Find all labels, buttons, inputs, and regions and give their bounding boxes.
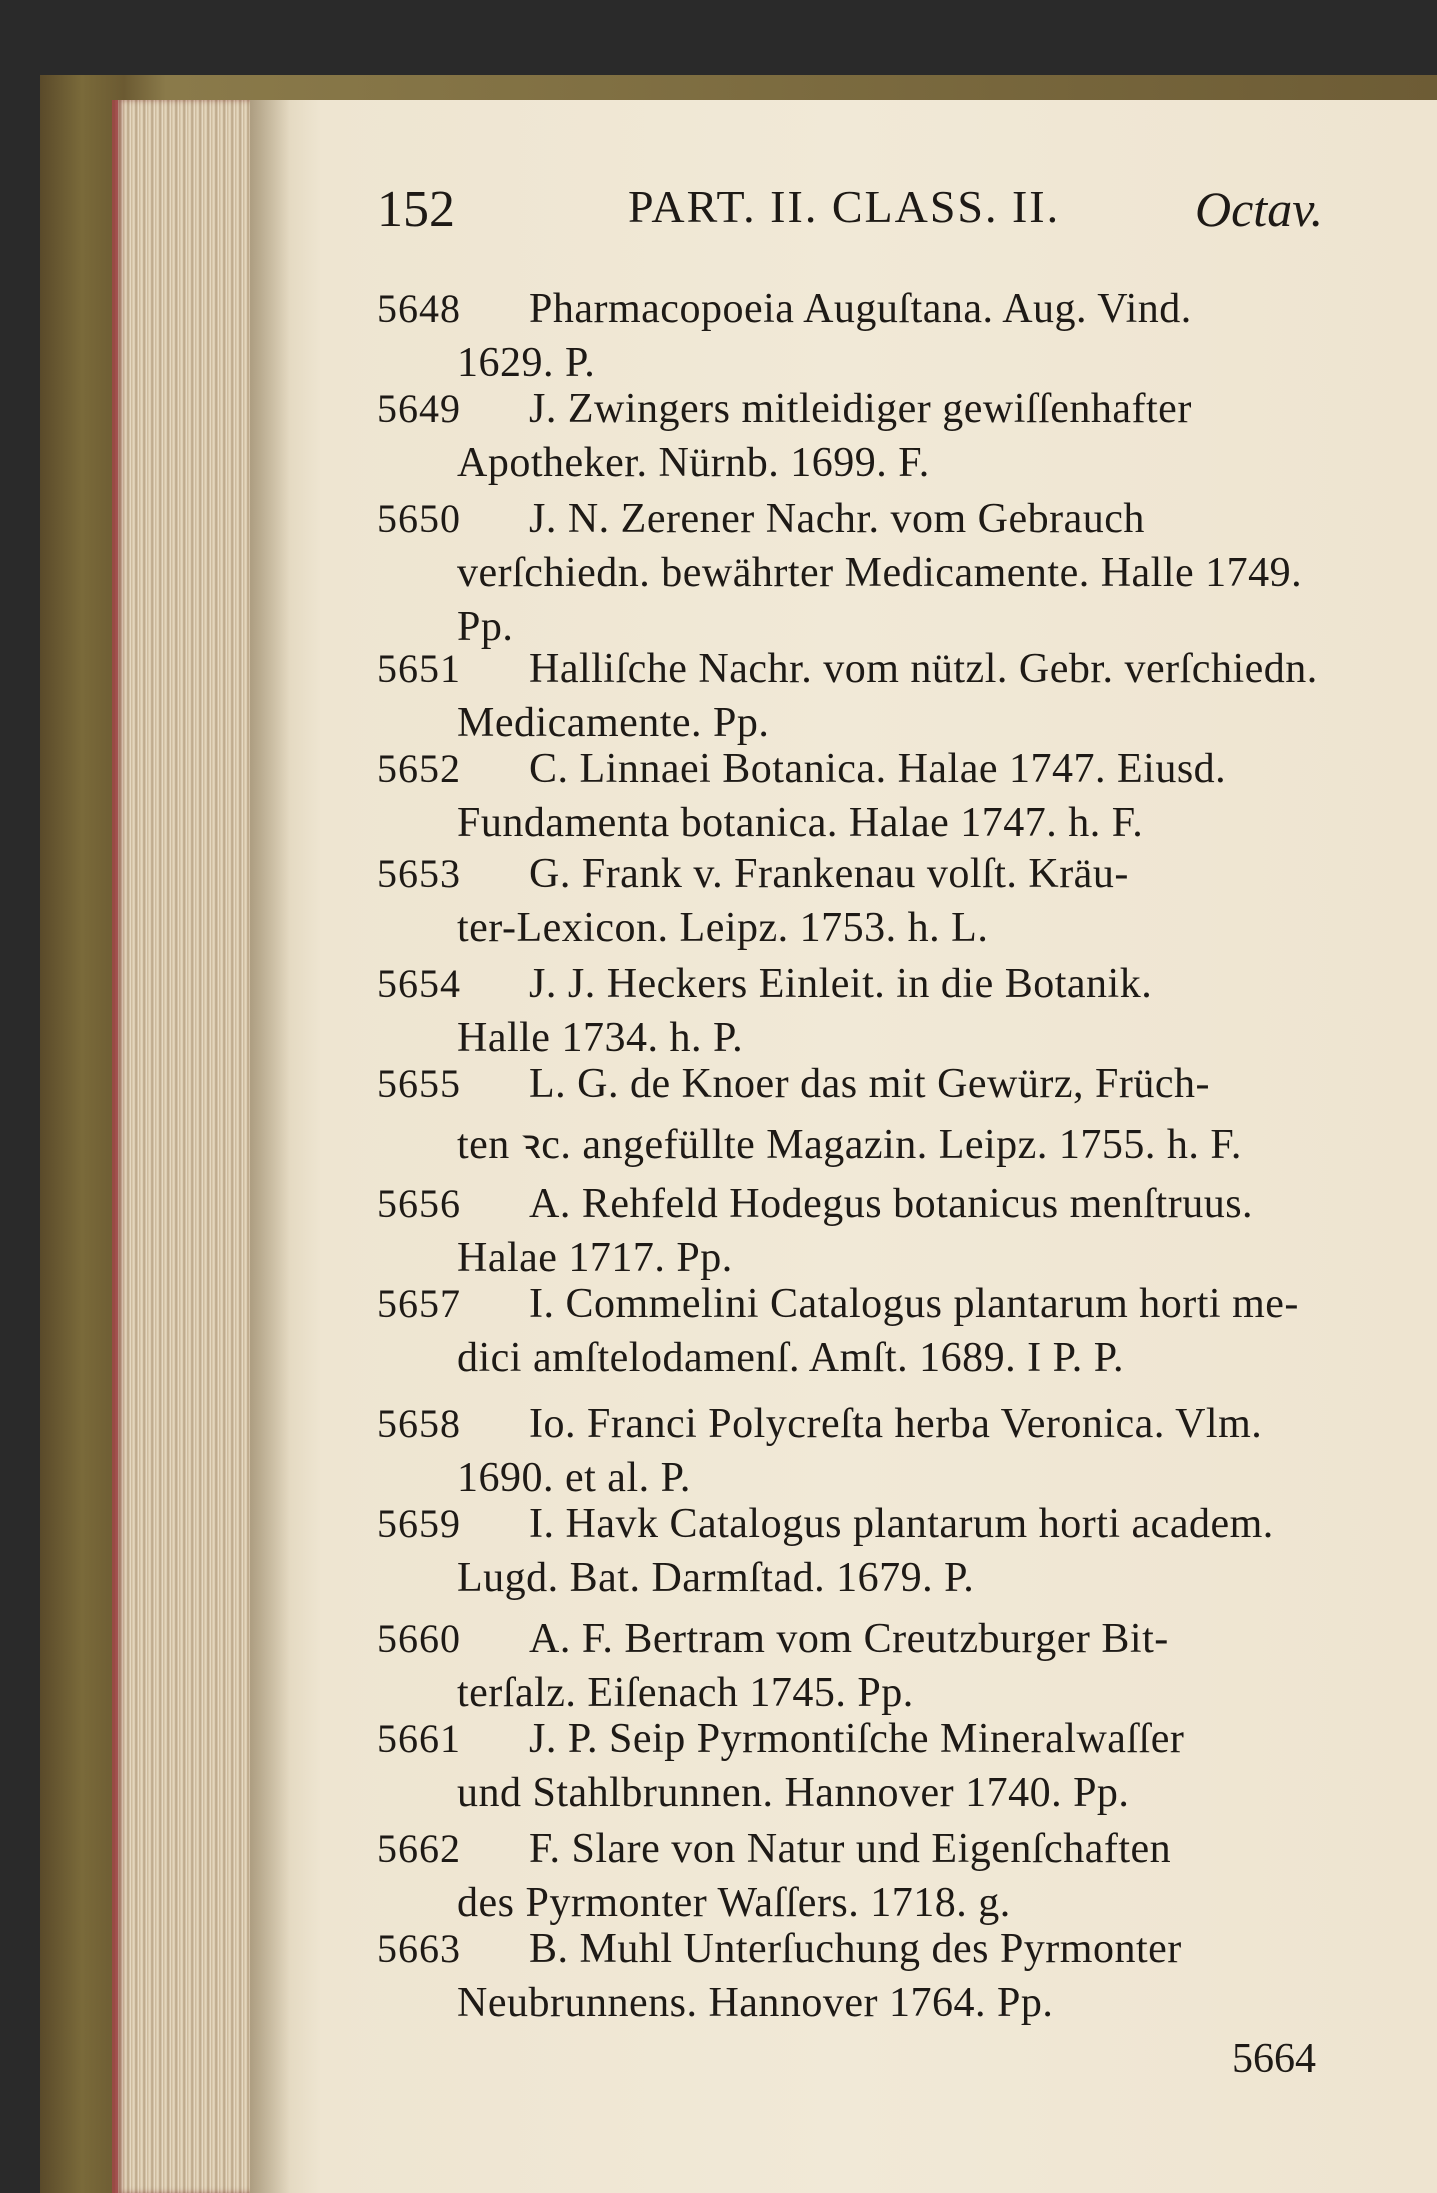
entry-number: 5658 [377, 1401, 461, 1446]
entry-line: F. Slare von Natur und Eigenſchaften [529, 1826, 1172, 1872]
entry-line: G. Frank v. Frankenau volſt. Kräu- [529, 851, 1129, 897]
entry-number: 5657 [377, 1281, 461, 1326]
entry-line: Lugd. Bat. Darmſtad. 1679. P. [457, 1555, 975, 1601]
entry-number: 5650 [377, 496, 461, 541]
entry-line: J. J. Heckers Einleit. in die Botanik. [529, 961, 1153, 1007]
entry-line: A. F. Bertram vom Creutzburger Bit- [529, 1616, 1169, 1662]
entry-number: 5656 [377, 1181, 461, 1226]
entry-line: Apotheker. Nürnb. 1699. F. [457, 440, 930, 486]
page-number: 152 [377, 181, 455, 238]
entry-number: 5655 [377, 1061, 461, 1106]
entry-number: 5659 [377, 1501, 461, 1546]
format-label: Octav. [1195, 181, 1324, 237]
entry-line: terſalz. Eiſenach 1745. Pp. [457, 1670, 914, 1716]
entry-line: Pharmacopoeia Auguſtana. Aug. Vind. [529, 286, 1192, 332]
entry-line: Halae 1717. Pp. [457, 1235, 733, 1281]
entry-line: J. P. Seip Pyrmontiſche Mineralwaſſer [529, 1716, 1185, 1762]
entry-line: 1690. et al. P. [457, 1455, 691, 1501]
entry-line: Medicamente. Pp. [457, 700, 770, 746]
entry-line: Io. Franci Polycreſta herba Veronica. Vlm. [529, 1401, 1263, 1447]
entry-line: und Stahlbrunnen. Hannover 1740. Pp. [457, 1770, 1130, 1816]
entry-line: C. Linnaei Botanica. Halae 1747. Eiusd. [529, 746, 1227, 792]
entry-line: Fundamenta botanica. Halae 1747. h. F. [457, 800, 1144, 846]
running-head: PART. II. CLASS. II. [628, 181, 1061, 232]
entry-line: I. Havk Catalogus plantarum horti academ. [529, 1501, 1274, 1547]
page-header [0, 180, 1437, 250]
entry-line: J. Zwingers mitleidiger gewiſſenhafter [529, 386, 1192, 432]
red-edge [112, 100, 118, 2193]
page-edges [115, 100, 265, 2193]
entry-number: 5653 [377, 851, 461, 896]
entry-line: B. Muhl Unterſuchung des Pyrmonter [529, 1926, 1182, 1972]
entry-number: 5663 [377, 1926, 461, 1971]
entry-line: Pp. [457, 604, 514, 650]
entry-line: I. Commelini Catalogus plantarum horti me- [529, 1281, 1299, 1327]
entry-line: Neubrunnens. Hannover 1764. Pp. [457, 1980, 1054, 2026]
entry-line: Halliſche Nachr. vom nützl. Gebr. verſchiedn. [529, 646, 1318, 692]
entry-number: 5654 [377, 961, 461, 1006]
entry-number: 5662 [377, 1826, 461, 1871]
entry-number: 5649 [377, 386, 461, 431]
entry-number: 5651 [377, 646, 461, 691]
entry-line: L. G. de Knoer das mit Gewürz, Früch- [529, 1061, 1210, 1107]
entry-number: 5660 [377, 1616, 461, 1661]
entry-line: ter-Lexicon. Leipz. 1753. h. L. [457, 905, 989, 951]
entry-line: ten ꝛc. angefüllte Magazin. Leipz. 1755. h. F. [457, 1122, 1242, 1168]
entry-line: verſchiedn. bewährter Medicamente. Halle 1749. [457, 550, 1303, 596]
entry-line: A. Rehfeld Hodegus botanicus menſtruus. [529, 1181, 1254, 1227]
entry-line: dici amſtelodamenſ. Amſt. 1689. I P. P. [457, 1335, 1124, 1381]
entry-number: 5661 [377, 1716, 461, 1761]
entry-number: 5648 [377, 286, 461, 331]
catchword: 5664 [1232, 2036, 1316, 2082]
entry-line: J. N. Zerener Nachr. vom Gebrauch [529, 496, 1145, 542]
entry-number: 5652 [377, 746, 461, 791]
entry-line: Halle 1734. h. P. [457, 1015, 744, 1061]
gutter-shadow [250, 100, 290, 2193]
entry-line: des Pyrmonter Waſſers. 1718. g. [457, 1880, 1011, 1926]
entry-line: 1629. P. [457, 340, 596, 386]
